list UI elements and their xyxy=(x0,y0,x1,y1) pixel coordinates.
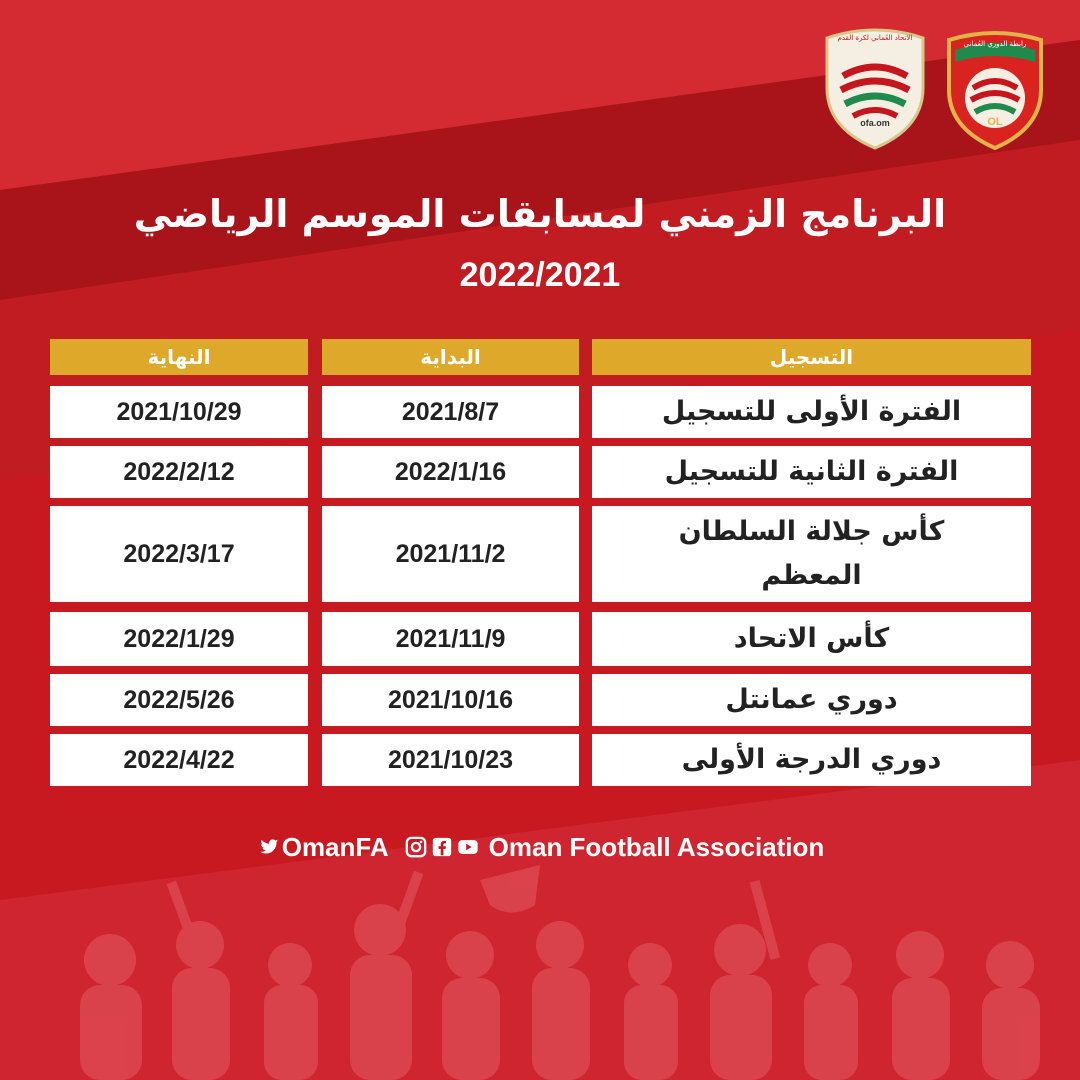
youtube-icon[interactable] xyxy=(457,836,479,858)
twitter-icon[interactable] xyxy=(258,836,280,858)
row-start-date: 2021/10/16 xyxy=(322,674,579,726)
header-start: البداية xyxy=(322,339,579,375)
season-year: 2022/2021 xyxy=(459,256,621,294)
row-name: كأس جلالة السلطان المعظم xyxy=(592,506,1031,602)
organization-name: Oman Football Association xyxy=(488,831,825,862)
row-end-date: 2022/4/22 xyxy=(50,734,308,786)
row-start-date: 2022/1/16 xyxy=(322,446,579,498)
row-start-date: 2021/8/7 xyxy=(322,386,579,438)
ofa-logo-url: ofa.om xyxy=(860,118,890,128)
row-start-date: 2021/11/2 xyxy=(322,506,579,602)
row-end-date: 2022/1/29 xyxy=(50,612,308,666)
row-name: دوري الدرجة الأولى xyxy=(592,734,1031,786)
ofa-logo-arabic: الاتحاد العُماني لكرة القدم xyxy=(837,34,913,42)
row-start-date: 2021/11/9 xyxy=(322,612,579,666)
row-name: دوري عمانتل xyxy=(592,674,1031,726)
row-start-date: 2021/10/23 xyxy=(322,734,579,786)
row-end-date: 2022/5/26 xyxy=(50,674,308,726)
row-end-date: 2022/2/12 xyxy=(50,446,308,498)
league-logo xyxy=(945,30,1045,150)
row-end-date: 2021/10/29 xyxy=(50,386,308,438)
league-logo-arabic: رابطة الدوري العُماني xyxy=(963,40,1027,48)
ofa-logo xyxy=(823,28,927,150)
row-end-date: 2022/3/17 xyxy=(50,506,308,602)
twitter-handle[interactable]: OmanFA xyxy=(281,831,389,862)
social-footer xyxy=(0,830,1080,864)
header-end: النهاية xyxy=(50,339,308,375)
header-registration: التسجيل xyxy=(592,339,1031,375)
facebook-icon[interactable] xyxy=(431,836,453,858)
row-name: الفترة الثانية للتسجيل xyxy=(592,446,1031,498)
instagram-icon[interactable] xyxy=(405,836,427,858)
page-title: البرنامج الزمني لمسابقات الموسم الرياضي xyxy=(133,192,947,236)
row-name: كأس الاتحاد xyxy=(592,612,1031,666)
league-logo-mark: OL xyxy=(987,116,1003,128)
row-name: الفترة الأولى للتسجيل xyxy=(592,386,1031,438)
